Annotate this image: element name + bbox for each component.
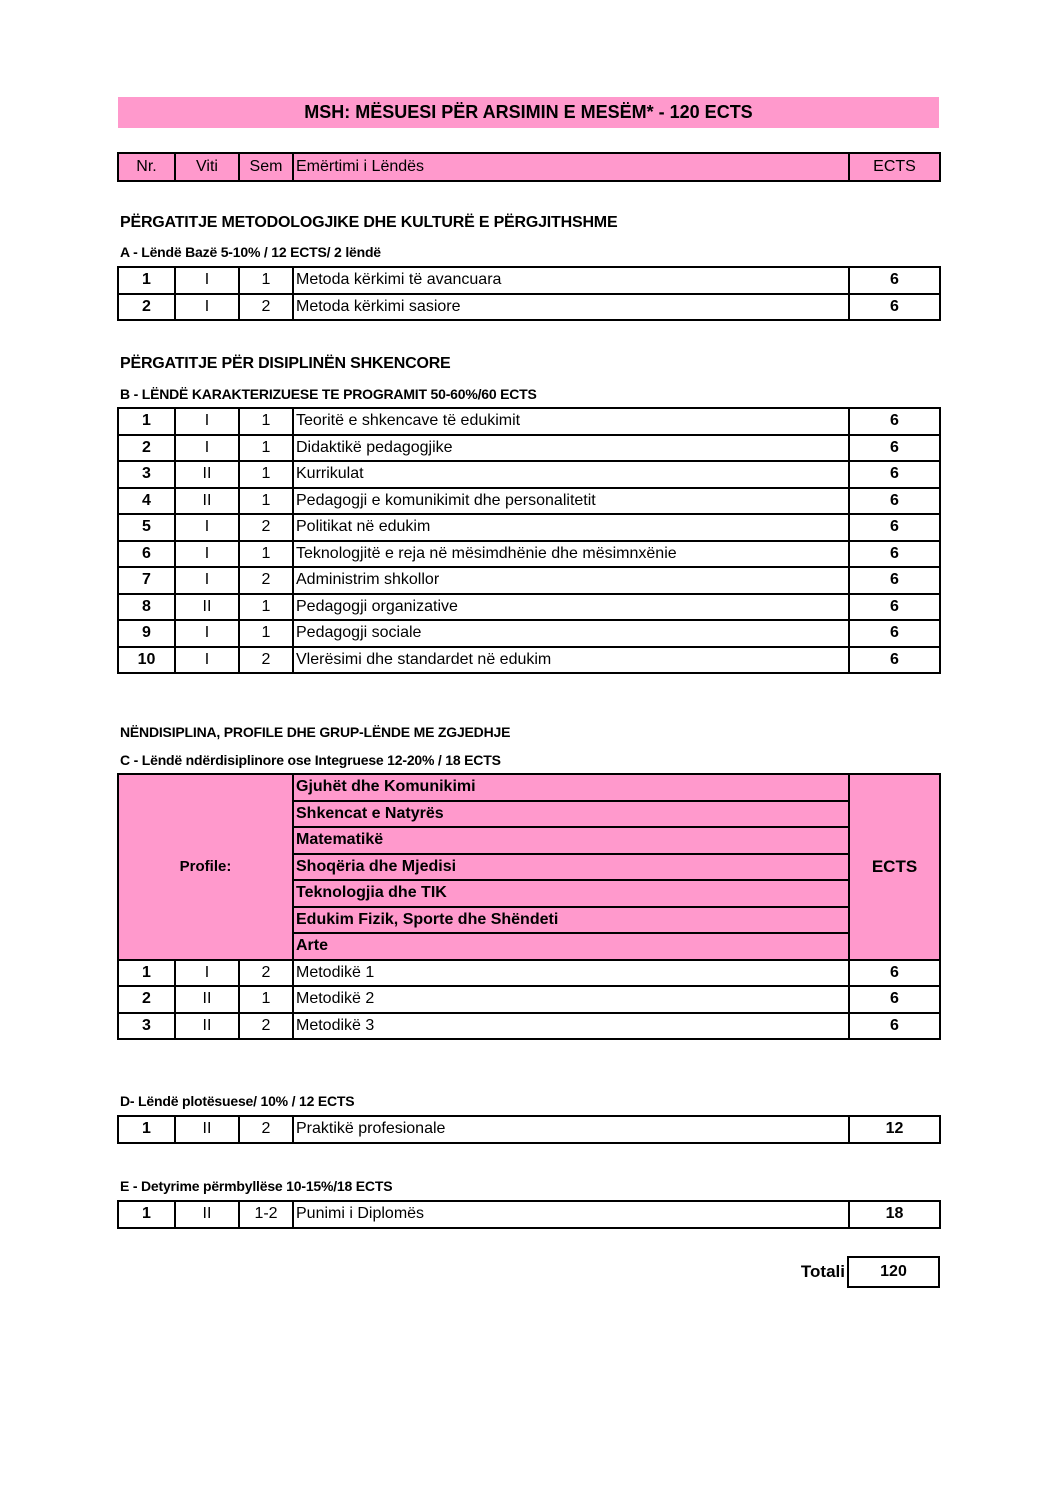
section-a-table xyxy=(117,266,941,321)
row-viti: II xyxy=(175,1116,239,1143)
row-course-name: Metoda kërkimi të avancuara xyxy=(293,267,849,294)
profile-item: Teknologjia dhe TIK xyxy=(293,880,849,907)
course-row xyxy=(118,1201,940,1228)
row-nr: 2 xyxy=(118,294,175,321)
profile-row xyxy=(118,774,940,801)
row-ects: 6 xyxy=(849,986,940,1013)
section-a-heading: PËRGATITJE METODOLOGJIKE DHE KULTURË E PËRGJITHSHME xyxy=(120,214,618,231)
row-sem: 2 xyxy=(239,647,293,674)
row-course-name: Metoda kërkimi sasiore xyxy=(293,294,849,321)
course-row xyxy=(118,488,940,515)
row-sem: 1 xyxy=(239,461,293,488)
profile-item: Edukim Fizik, Sporte dhe Shëndeti xyxy=(293,907,849,934)
course-row xyxy=(118,594,940,621)
section-c-table xyxy=(117,773,941,1040)
row-ects: 6 xyxy=(849,294,940,321)
row-viti: I xyxy=(175,514,239,541)
row-viti: I xyxy=(175,294,239,321)
row-nr: 3 xyxy=(118,461,175,488)
profile-item: Matematikë xyxy=(293,827,849,854)
row-ects: 6 xyxy=(849,267,940,294)
header-viti: Viti xyxy=(175,153,239,181)
row-ects: 6 xyxy=(849,960,940,987)
row-sem: 2 xyxy=(239,294,293,321)
course-row xyxy=(118,408,940,435)
row-nr: 9 xyxy=(118,620,175,647)
row-nr: 7 xyxy=(118,567,175,594)
course-row xyxy=(118,567,940,594)
profile-item: Shkencat e Natyrës xyxy=(293,801,849,828)
row-sem: 1 xyxy=(239,620,293,647)
row-ects: 6 xyxy=(849,647,940,674)
total-label: Totali xyxy=(800,1262,845,1281)
row-viti: II xyxy=(175,1013,239,1040)
row-sem: 1 xyxy=(239,267,293,294)
row-nr: 1 xyxy=(118,960,175,987)
row-viti: I xyxy=(175,267,239,294)
row-ects: 6 xyxy=(849,408,940,435)
row-ects: 6 xyxy=(849,1013,940,1040)
row-viti: II xyxy=(175,986,239,1013)
row-sem: 1-2 xyxy=(239,1201,293,1228)
row-nr: 5 xyxy=(118,514,175,541)
course-row xyxy=(118,1116,940,1143)
row-course-name: Metodikë 1 xyxy=(293,960,849,987)
course-row xyxy=(118,461,940,488)
header-sem: Sem xyxy=(239,153,293,181)
row-course-name: Administrim shkollor xyxy=(293,567,849,594)
row-course-name: Pedagogji sociale xyxy=(293,620,849,647)
row-sem: 2 xyxy=(239,960,293,987)
course-row xyxy=(118,986,940,1013)
header-nr: Nr. xyxy=(118,153,175,181)
row-course-name: Teoritë e shkencave të edukimit xyxy=(293,408,849,435)
row-nr: 6 xyxy=(118,541,175,568)
row-nr: 4 xyxy=(118,488,175,515)
row-viti: I xyxy=(175,408,239,435)
row-nr: 8 xyxy=(118,594,175,621)
row-sem: 1 xyxy=(239,594,293,621)
row-ects: 6 xyxy=(849,620,940,647)
page-title: MSH: MËSUESI PËR ARSIMIN E MESËM* - 120 ECTS xyxy=(118,97,939,128)
profile-item: Shoqëria dhe Mjedisi xyxy=(293,854,849,881)
row-nr: 1 xyxy=(118,1116,175,1143)
column-header-row xyxy=(118,153,940,181)
row-ects: 6 xyxy=(849,435,940,462)
course-row xyxy=(118,960,940,987)
row-viti: I xyxy=(175,567,239,594)
row-nr: 3 xyxy=(118,1013,175,1040)
course-row xyxy=(118,620,940,647)
total-value: 120 xyxy=(847,1256,940,1288)
course-row xyxy=(118,435,940,462)
section-b-subheading: B - LËNDË KARAKTERIZUESE TE PROGRAMIT 50-60%/60 ECTS xyxy=(120,386,537,402)
header-ects: ECTS xyxy=(849,153,940,181)
row-course-name: Pedagogji e komunikimit dhe personalitetit xyxy=(293,488,849,515)
row-ects: 18 xyxy=(849,1201,940,1228)
course-row xyxy=(118,267,940,294)
row-ects: 6 xyxy=(849,594,940,621)
course-row xyxy=(118,541,940,568)
column-header-table xyxy=(117,152,941,182)
row-ects: 12 xyxy=(849,1116,940,1143)
section-e-heading: E - Detyrime përmbyllëse 10-15%/18 ECTS xyxy=(120,1178,393,1194)
row-sem: 1 xyxy=(239,408,293,435)
row-ects: 6 xyxy=(849,488,940,515)
row-sem: 1 xyxy=(239,541,293,568)
row-course-name: Metodikë 3 xyxy=(293,1013,849,1040)
profile-ects-label: ECTS xyxy=(849,774,940,960)
row-viti: I xyxy=(175,541,239,568)
section-c-subheading: C - Lëndë ndërdisiplinore ose Integruese 12-20% / 18 ECTS xyxy=(120,752,501,768)
row-viti: I xyxy=(175,435,239,462)
row-viti: I xyxy=(175,620,239,647)
row-course-name: Metodikë 2 xyxy=(293,986,849,1013)
row-ects: 6 xyxy=(849,541,940,568)
section-b-heading: PËRGATITJE PËR DISIPLINËN SHKENCORE xyxy=(120,355,451,372)
course-row xyxy=(118,647,940,674)
row-viti: I xyxy=(175,960,239,987)
row-sem: 2 xyxy=(239,1116,293,1143)
row-course-name: Vlerësimi dhe standardet në edukim xyxy=(293,647,849,674)
row-sem: 2 xyxy=(239,1013,293,1040)
row-viti: II xyxy=(175,594,239,621)
profile-item: Arte xyxy=(293,933,849,960)
profile-item: Gjuhët dhe Komunikimi xyxy=(293,774,849,801)
row-nr: 1 xyxy=(118,267,175,294)
row-course-name: Punimi i Diplomës xyxy=(293,1201,849,1228)
row-course-name: Teknologjitë e reja në mësimdhënie dhe mësimnxënie xyxy=(293,541,849,568)
section-b-table xyxy=(117,407,941,674)
section-a-subheading: A - Lëndë Bazë 5-10% / 12 ECTS/ 2 lëndë xyxy=(120,244,381,260)
course-row xyxy=(118,1013,940,1040)
course-row xyxy=(118,294,940,321)
row-nr: 10 xyxy=(118,647,175,674)
section-e-table xyxy=(117,1200,941,1229)
row-course-name: Kurrikulat xyxy=(293,461,849,488)
row-nr: 2 xyxy=(118,435,175,462)
row-sem: 1 xyxy=(239,986,293,1013)
row-sem: 1 xyxy=(239,488,293,515)
row-viti: II xyxy=(175,1201,239,1228)
row-ects: 6 xyxy=(849,567,940,594)
row-viti: II xyxy=(175,488,239,515)
section-c-heading: NËNDISIPLINA, PROFILE DHE GRUP-LËNDE ME ZGJEDHJE xyxy=(120,724,511,740)
row-sem: 2 xyxy=(239,567,293,594)
row-course-name: Politikat në edukim xyxy=(293,514,849,541)
row-viti: II xyxy=(175,461,239,488)
row-course-name: Pedagogji organizative xyxy=(293,594,849,621)
course-row xyxy=(118,514,940,541)
row-sem: 1 xyxy=(239,435,293,462)
row-course-name: Didaktikë pedagogjike xyxy=(293,435,849,462)
header-name: Emërtimi i Lëndës xyxy=(293,153,849,181)
section-d-table xyxy=(117,1115,941,1144)
row-course-name: Praktikë profesionale xyxy=(293,1116,849,1143)
row-ects: 6 xyxy=(849,514,940,541)
section-d-heading: D- Lëndë plotësuese/ 10% / 12 ECTS xyxy=(120,1093,355,1109)
row-nr: 1 xyxy=(118,408,175,435)
row-sem: 2 xyxy=(239,514,293,541)
row-nr: 1 xyxy=(118,1201,175,1228)
row-nr: 2 xyxy=(118,986,175,1013)
profile-label: Profile: xyxy=(118,774,293,960)
row-viti: I xyxy=(175,647,239,674)
row-ects: 6 xyxy=(849,461,940,488)
